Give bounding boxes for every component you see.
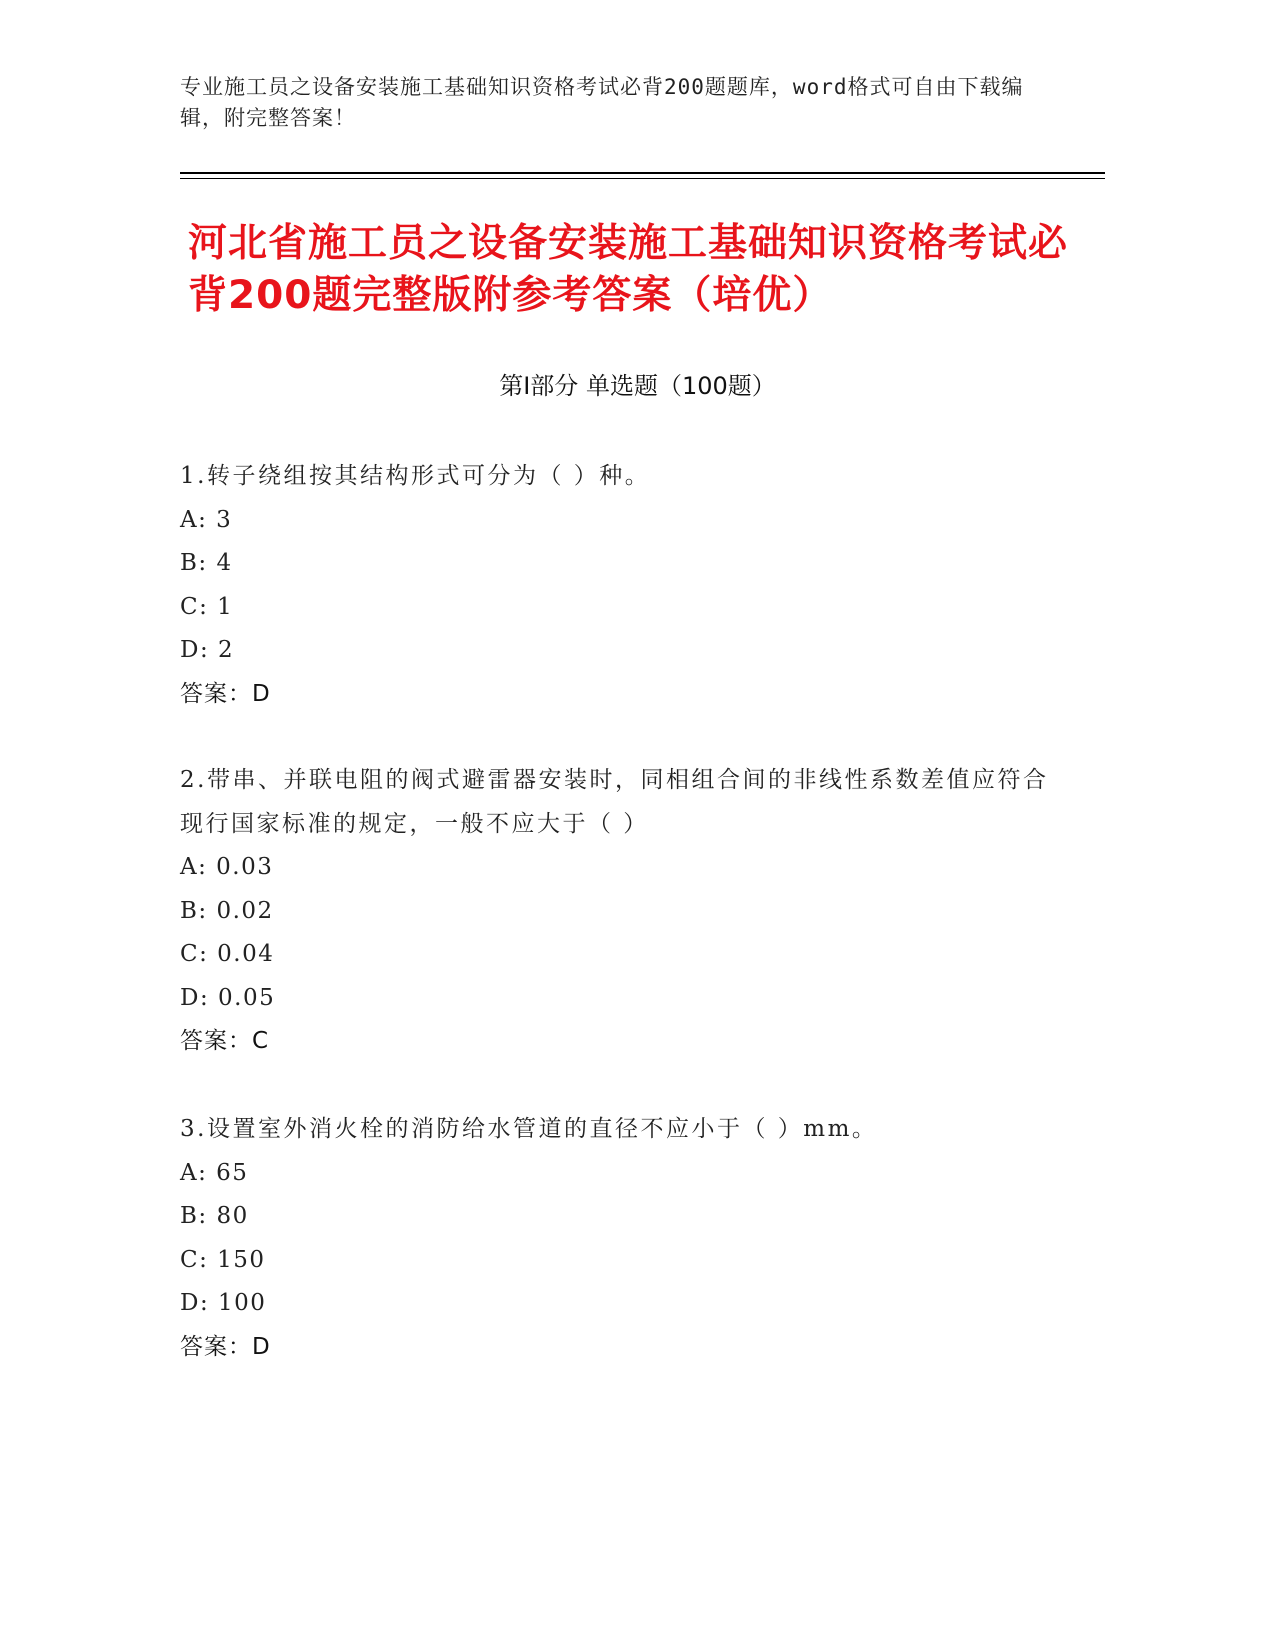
question-3 [180, 1108, 1060, 1369]
header-rule-thin [180, 178, 1105, 179]
option-d: D: 0.05 [180, 984, 276, 1011]
answer: 答案：D [180, 1333, 271, 1360]
question-stem: 3.设置室外消火栓的消防给水管道的直径不应小于（ ）mm。 [180, 1116, 878, 1142]
header-note: 专业施工员之设备安装施工基础知识资格考试必背200题题库，word格式可自由下载编辑，附完整答案！ [180, 75, 1024, 130]
option-d: D: 2 [180, 637, 235, 663]
header-rule-thick [180, 172, 1105, 174]
section-heading: 第Ⅰ部分 单选题（100题） [499, 372, 776, 400]
option-c: C: 0.04 [180, 941, 275, 967]
question-stem: 1.转子绕组按其结构形式可分为（ ）种。 [180, 463, 651, 489]
option-a: A: 0.03 [180, 854, 274, 880]
answer: 答案：D [180, 680, 271, 707]
option-b: B: 80 [180, 1203, 249, 1229]
option-a: A: 65 [180, 1159, 249, 1186]
option-b: B: 4 [180, 550, 233, 576]
option-a: A: 3 [180, 506, 233, 533]
option-b: B: 0.02 [180, 897, 274, 924]
document-title: 河北省施工员之设备安装施工基础知识资格考试必背200题完整版附参考答案（培优） [188, 221, 1069, 318]
question-2 [180, 759, 1060, 1064]
option-d: D: 100 [180, 1290, 267, 1316]
option-c: C: 1 [180, 593, 234, 620]
option-c: C: 150 [180, 1246, 266, 1273]
answer: 答案：C [180, 1028, 270, 1054]
question-1 [180, 455, 1060, 716]
question-stem: 2.带串、并联电阻的阀式避雷器安装时，同相组合间的非线性系数差值应符合现行国家标准的规定，一般不应大于（ ） [180, 767, 1049, 837]
